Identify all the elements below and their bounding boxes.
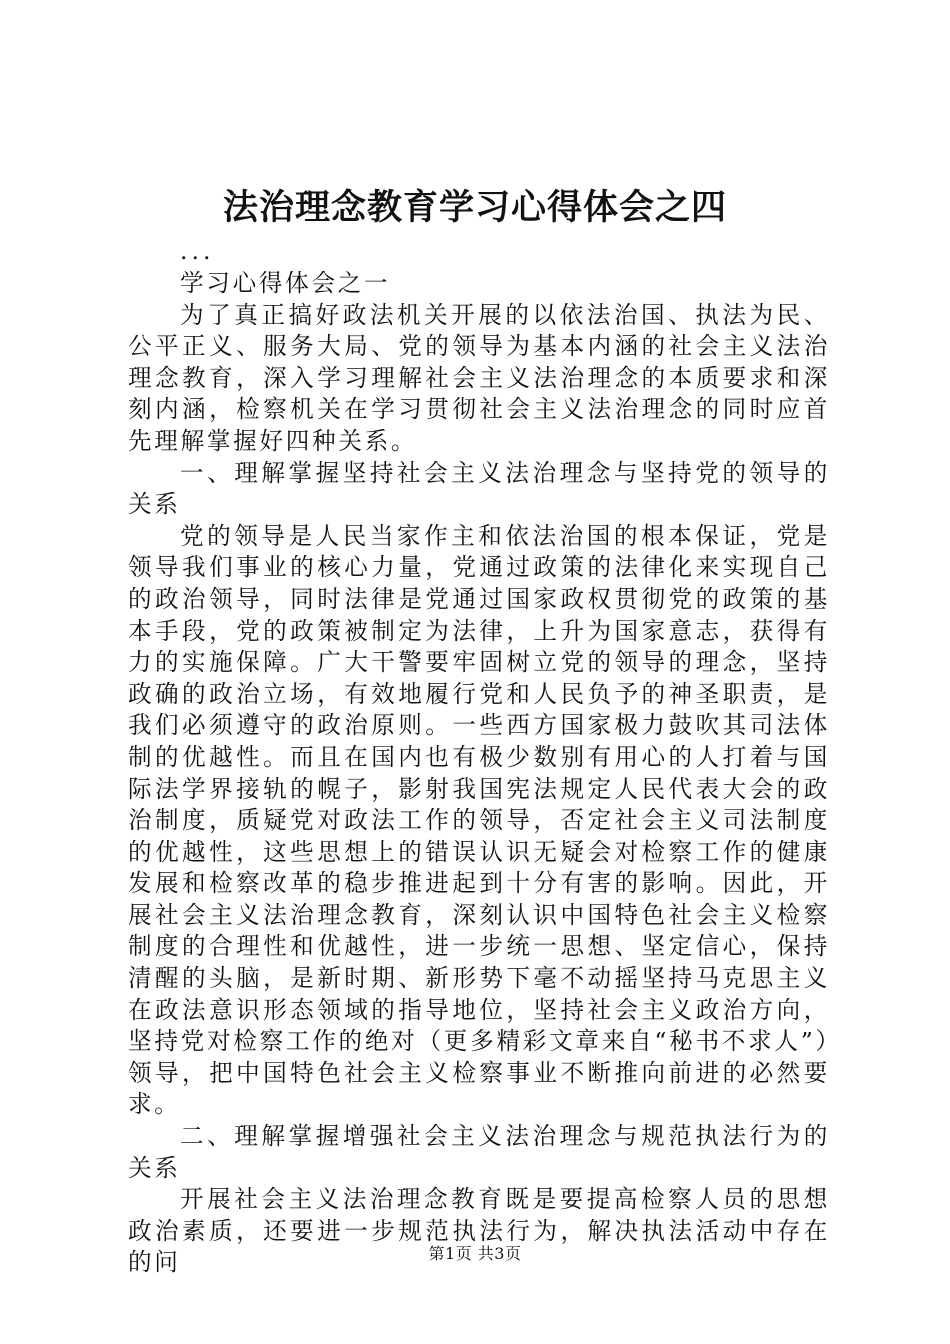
- paragraph-section-1: 党的领导是人民当家作主和依法治国的根本保证，党是领导我们事业的核心力量，党通过政策的法律化来实现自己的政治领导，同时法律是党通过国家政权贯彻党的政策的基本手段，党的政策被制定为法律，上升为国家意志，获得有力的实施保障。广大干警要牢固树立党的领导的理念，坚持政确的政治立场，有效地履行党和人民负予的神圣职责，是我们必须遵守的政治原则。一些西方国家极力鼓吹其司法体制的优越性。而且在国内也有极少数别有用心的人打着与国际法学界接轨的幌子，影射我国宪法规定人民代表大会的政治制度，质疑党对政法工作的领导，否定社会主义司法制度的优越性，这些思想上的错误认识无疑会对检察工作的健康发展和检察改革的稳步推进起到十分有害的影响。因此，开展社会主义法治理念教育，深刻认识中国特色社会主义检察制度的合理性和优越性，进一步统一思想、坚定信心，保持清醒的头脑，是新时期、新形势下毫不动摇坚持马克思主义在政法意识形态领域的指导地位，坚持社会主义政治方向，坚持党对检察工作的绝对（更多精彩文章来自“秘书不求人”）领导，把中国特色社会主义检察事业不断推向前进的必然要求。: [128, 521, 830, 1119]
- section-heading-1: 一、理解掌握坚持社会主义法治理念与坚持党的领导的关系: [128, 458, 830, 519]
- page-footer: 第1页 共3页: [428, 1244, 522, 1263]
- document-body: [128, 238, 830, 1279]
- section-heading-2: 二、理解掌握增强社会主义法治理念与规范执法行为的关系: [128, 1122, 830, 1182]
- ellipsis-marker: ...: [180, 237, 215, 265]
- paragraph-subtitle: 学习心得体会之一: [180, 269, 391, 297]
- paragraph-intro: 为了真正搞好政法机关开展的以依法治国、执法为民、公平正义、服务大局、党的领导为基本内涵的社会主义法治理念教育，深入学习理解社会主义法治理念的本质要求和深刻内涵，检察机关在学习贯彻社会主义法治理念的同时应首先理解掌握好四种关系。: [128, 300, 830, 455]
- paragraph-section-2: 开展社会主义法治理念教育既是要提高检察人员的思想政治素质，还要进一步规范执法行为，解决执法活动中存在的问: [128, 1185, 830, 1277]
- document-title: 法治理念教育学习心得体会之四: [222, 187, 727, 228]
